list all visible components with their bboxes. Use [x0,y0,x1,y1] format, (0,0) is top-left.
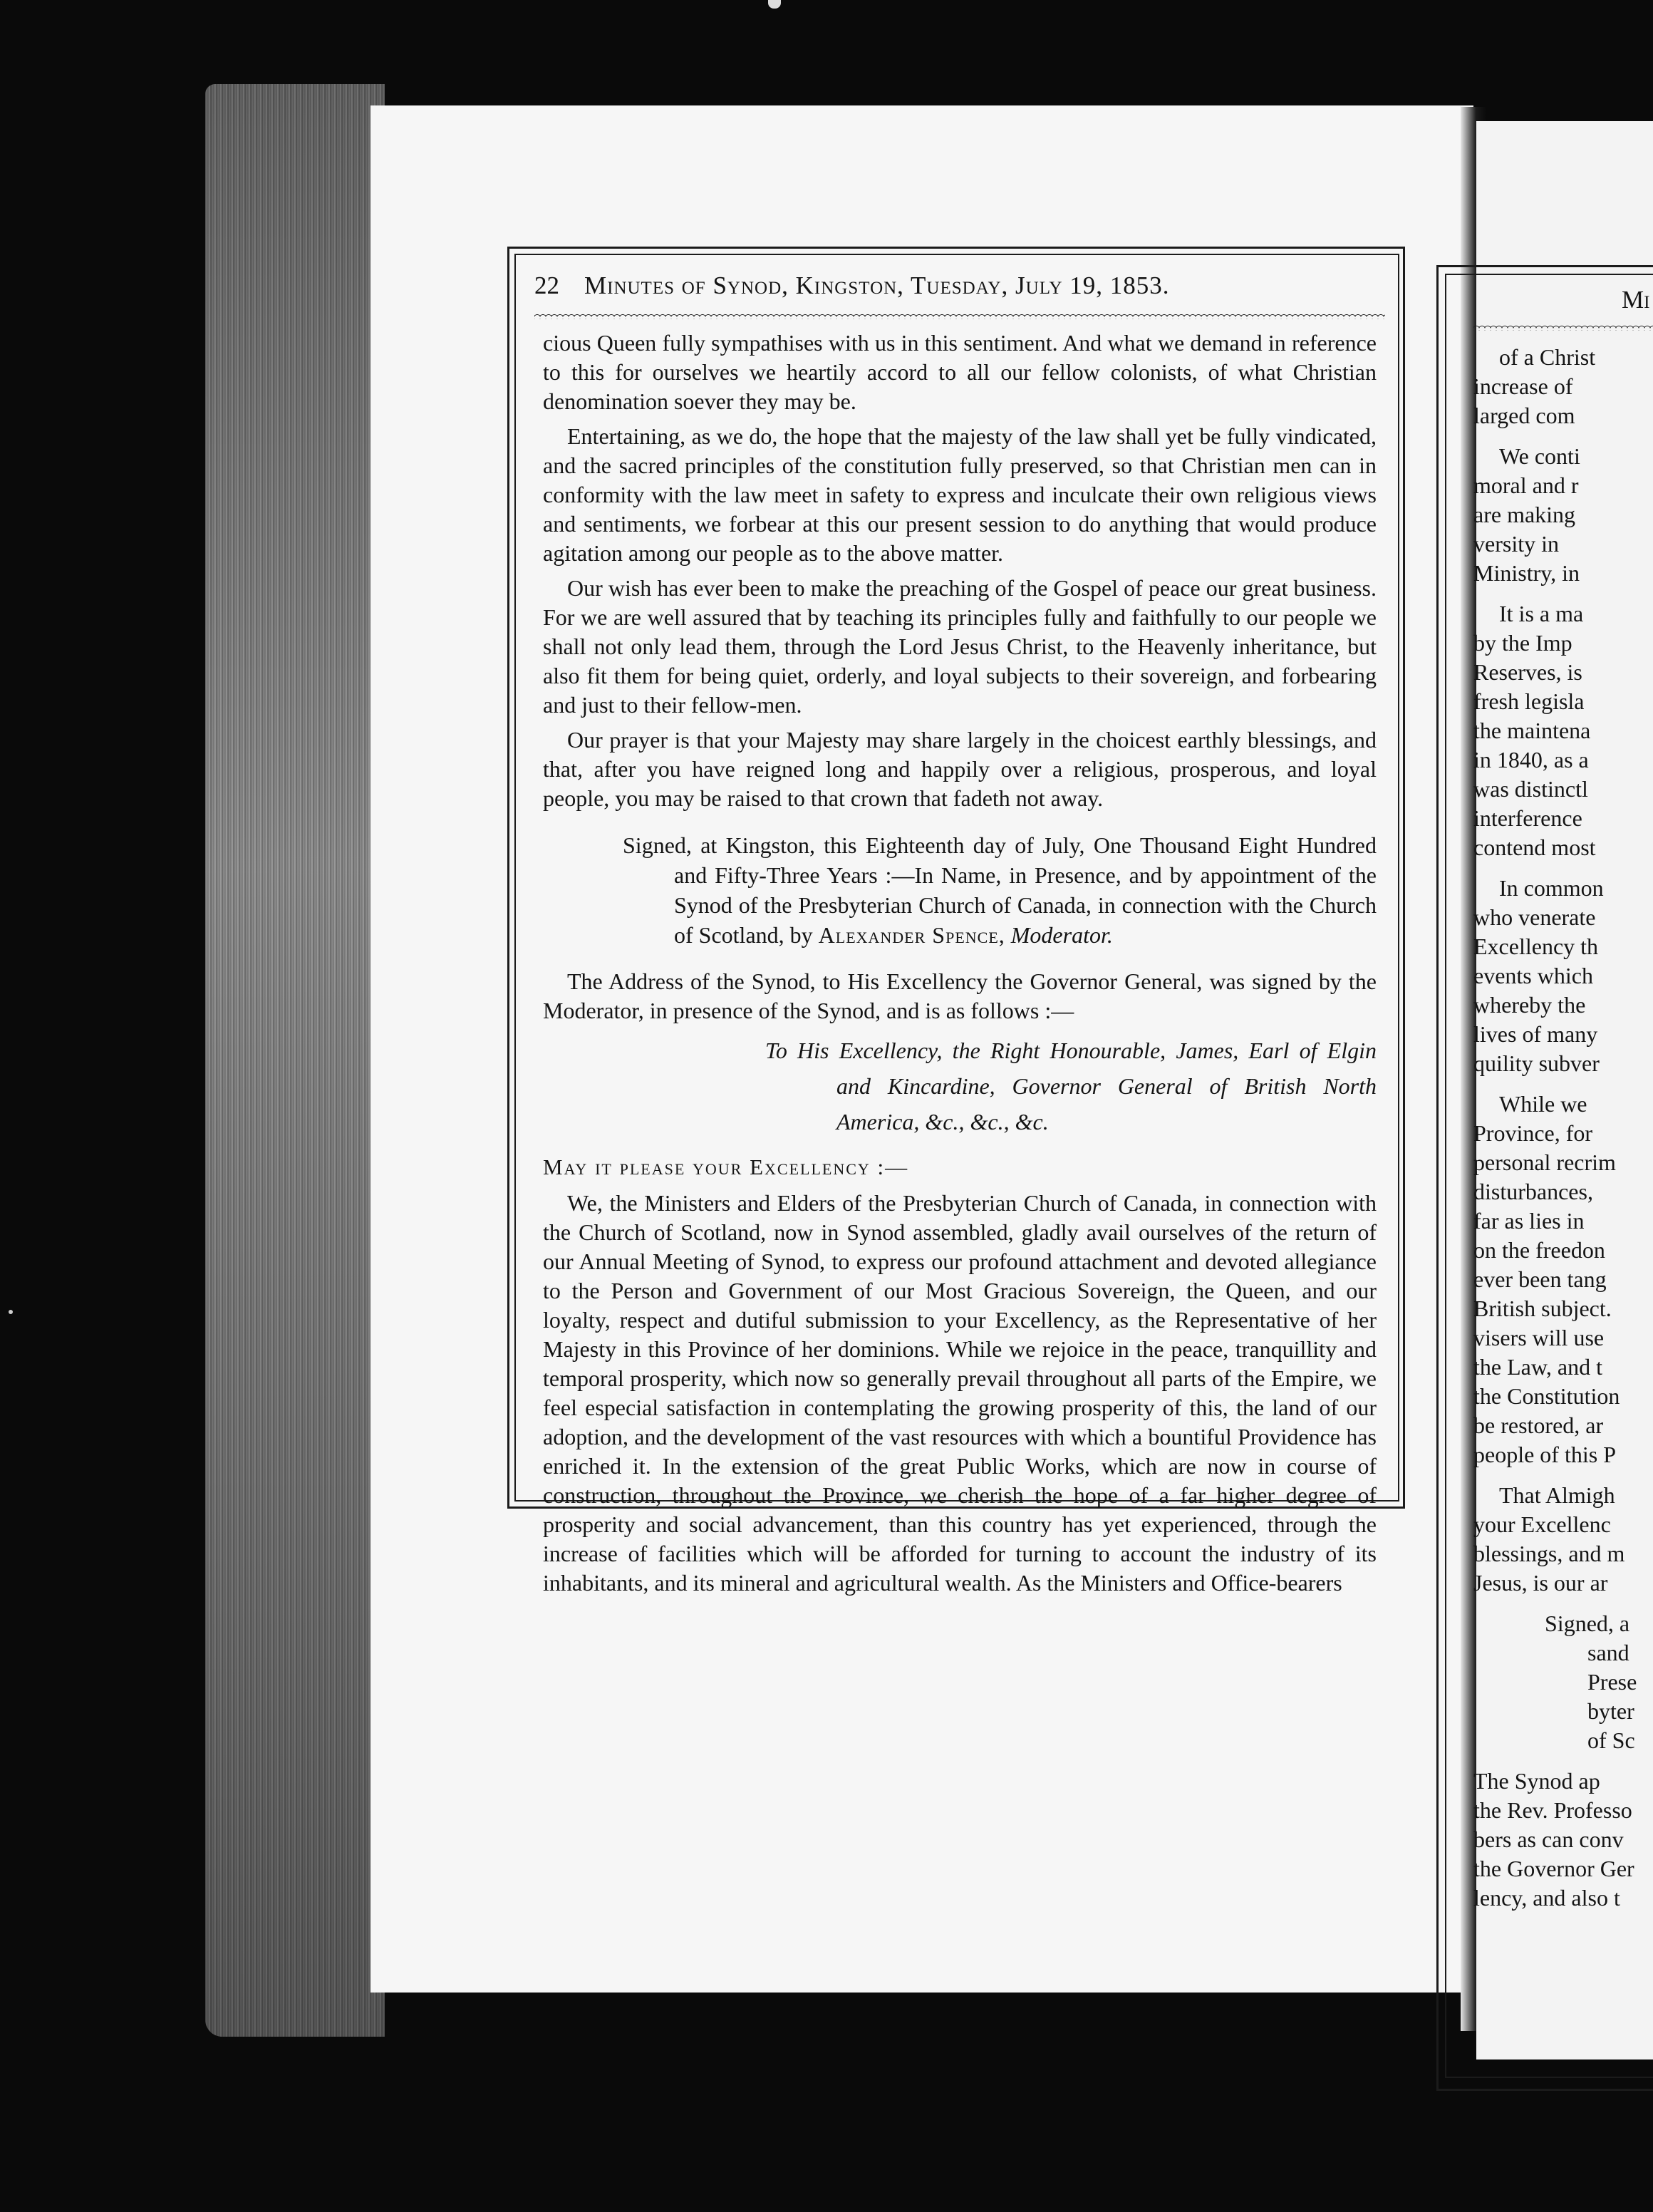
right-page-line: It is a ma [1499,601,1584,626]
right-page-line: are making [1473,502,1576,527]
moderator-role: Moderator. [1010,922,1113,948]
right-page-line: Ministry, in [1473,560,1580,586]
right-page-line: versity in [1473,531,1559,557]
paragraph: cious Queen fully sympathises with us in this sentiment. And what we demand in reference to this for ourselves we heartily accord to all our fellow colonists, of what Christian denomination soever they may be. [543,330,1377,414]
right-page-line: whereby the [1473,992,1586,1018]
right-page-line: who venerate [1473,904,1596,930]
paragraph-gap [1473,430,1653,442]
right-page-line: blessings, and m [1473,1541,1625,1566]
right-page-line: people of this P [1473,1442,1616,1467]
running-head [534,271,1377,306]
paragraph-gap [1473,862,1653,874]
right-page-line: lives of many [1473,1021,1598,1047]
right-page-line: contend most [1473,834,1596,860]
right-page-line: the maintena [1473,718,1591,743]
right-page-line: disturbances, [1473,1179,1593,1204]
right-page-line: Jesus, is our ar [1473,1570,1608,1596]
right-page-line: quility subver [1473,1050,1600,1076]
wavy-rule [534,311,1385,321]
right-page-line: your Excellenc [1473,1511,1611,1537]
right-page-line: That Almigh [1499,1482,1615,1508]
right-page-line: interference [1473,805,1582,831]
right-page-line: moral and r [1473,472,1579,498]
right-page-line: the Rev. Professo [1473,1797,1632,1823]
right-page-line: Province, for [1473,1120,1593,1146]
right-page-line: bers as can conv [1473,1826,1624,1852]
scan-speck [9,1310,13,1314]
right-page-line: fresh legisla [1473,688,1585,714]
page-number: 22 [534,272,559,299]
paragraph: Our prayer is that your Majesty may share largely in the choicest earthly blessings, and that, after you have reigned long and happily over a religious, prosperous, and loyal people, you may be raised to that crown that fadeth not away. [543,727,1377,811]
right-page-line: the Constitution [1473,1383,1620,1409]
paragraph-gap [1473,1078,1653,1090]
right-page-line: be restored, ar [1473,1412,1604,1438]
right-page-line: lency, and also t [1473,1885,1620,1911]
right-page-line: in 1840, as a [1473,747,1589,772]
right-page-line: The Synod ap [1473,1768,1600,1794]
right-page-line: the Governor Ger [1473,1856,1634,1881]
right-page-line: was distinctl [1473,776,1588,802]
salutation: May it please your Excellency :— [543,1154,909,1179]
paragraph: Our wish has ever been to make the preaching of the Gospel of peace our great business. For we are well assured that by teaching its principles fully and faithfully to our people we shall not only lead them, through the Lord Jesus Christ, to the Heavenly inheritance, but also fit them for being quiet, orderly, and loyal subjects to their sovereign, and forbearing and just to their fellow-men. [543,575,1377,718]
address-intro: The Address of the Synod, to His Excellency the Governor General, was signed by the Moderator, in presence of the Synod, and is as follows :— [543,968,1377,1023]
right-page-line: While we [1499,1091,1587,1117]
right-page-line: byter [1587,1698,1634,1724]
right-page-lines [1473,343,1653,1913]
right-page-line: the Law, and t [1473,1354,1602,1380]
left-page-text [534,271,1377,1603]
right-page-line: by the Imp [1473,630,1572,656]
address-body: We, the Ministers and Elders of the Presbyterian Church of Canada, in connection with the Church of Scotland, now in Synod assembled, gladly avail ourselves of the return of our Annual Meeting of Synod, to express our profound attachment and devoted allegiance to the Person and Government of our Most Gracious Sovereign, the Queen, and our loyalty, respect and dutiful submission to your Excellency, as the Representative of her Majesty in this Province of her dominions. While we rejoice in the peace, tranquillity and temporal prosperity, which now so generally prevail throughout all parts of the Empire, we feel especial satisfaction in contemplating the growing prosperity of this, the land of our adoption, and the development of the vast resources with which a bountiful Providence has enriched it. In the extension of the great Public Works, which are now in course of construction, throughout the Province, we cherish the hope of a far higher degree of prosperity and social advancement, than this country has yet experienced, through the increase of facilities which will be afforded for turning to account the industry of its inhabitants, and its mineral and agricultural wealth. As the Ministers and Office-bearers [543,1190,1377,1596]
right-page-line: personal recrim [1473,1149,1616,1175]
right-page-line: increase of [1473,373,1573,399]
right-page-text [1473,285,1653,1913]
right-page-line: Prese [1587,1669,1637,1695]
right-page-line: Reserves, is [1473,659,1582,685]
right-page-line: on the freedon [1473,1237,1605,1263]
right-page-line: In common [1499,875,1604,901]
right-page-line: of Sc [1587,1727,1635,1753]
right-page-line: visers will use [1473,1325,1605,1350]
paragraph-gap [1473,1755,1653,1767]
right-page-line: British subject. [1473,1296,1612,1321]
signature-text: Signed, at Kingston, this Eighteenth day of July, One Thousand Eight Hundred and Fifty-Three Years :—In Name, in Presence, and by appointment of the Synod of the Presbyterian Church of Canada, in connection with the Church of Scotland, by [623,832,1377,948]
right-page-line: We conti [1499,443,1580,469]
right-page-line: ever been tang [1473,1266,1607,1292]
right-page-line: Signed, a [1545,1611,1630,1636]
right-page-line: Excellency th [1473,934,1599,959]
right-running-head: Mi [1622,286,1650,314]
scan-speck [768,0,781,9]
right-page-line: sand [1587,1640,1629,1665]
wavy-rule [1473,322,1653,333]
right-page-line: far as lies in [1473,1208,1585,1234]
paragraph: Entertaining, as we do, the hope that the majesty of the law shall yet be fully vindicated, and the sacred principles of the constitution fully preserved, so that Christian men can in conformity with the law meet in safety to express and inculcate their own religious views and sentiments, we forbear at this our present session to do anything that would produce agitation among our people as to the above matter. [543,423,1377,566]
addressee: To His Excellency, the Right Honourable, James, Earl of Elgin and Kincardine, Governor General of British North America, &c., &c., &c. [765,1038,1377,1135]
signature-block [623,830,1377,950]
running-head-title: Minutes of Synod, Kingston, Tuesday, July 19, 1853. [584,272,1170,299]
paragraph-gap [1473,1598,1653,1609]
paragraph-gap [1473,588,1653,599]
paragraph-gap [1473,1469,1653,1481]
moderator-name: Alexander Spence, [818,922,1005,948]
right-page-line: events which [1473,963,1593,988]
right-page-line: of a Christ [1499,344,1596,370]
book-page-edges [205,84,385,2037]
right-page-line: larged com [1473,403,1575,428]
